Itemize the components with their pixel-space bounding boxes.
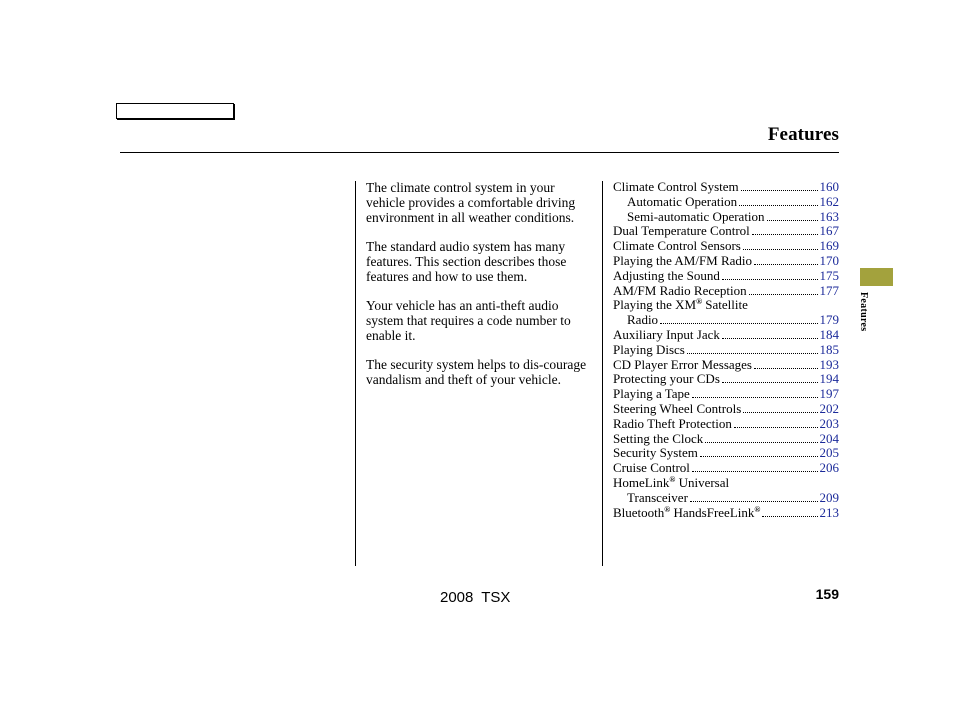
toc-label: Climate Control Sensors bbox=[613, 238, 741, 254]
toc-label: Security System bbox=[613, 445, 698, 461]
toc-label: Climate Control System bbox=[613, 179, 739, 194]
dot-leader bbox=[722, 373, 818, 383]
dot-leader bbox=[692, 388, 818, 398]
toc-page[interactable]: 209 bbox=[819, 489, 839, 505]
dot-leader bbox=[754, 359, 818, 369]
column-divider-right bbox=[602, 181, 603, 566]
toc-page[interactable]: 184 bbox=[819, 326, 839, 342]
toc-label: Radio bbox=[627, 312, 659, 328]
intro-paragraph-anti-theft: Your vehicle has an anti-theft audio system that requires a code number to enable it. bbox=[366, 298, 571, 343]
intro-text bbox=[366, 180, 591, 401]
toc-label-line2 bbox=[613, 313, 839, 328]
dot-leader bbox=[767, 211, 818, 221]
dot-leader bbox=[762, 507, 817, 517]
toc-page[interactable]: 193 bbox=[819, 356, 839, 372]
toc-page[interactable]: 179 bbox=[819, 312, 839, 328]
toc-label: Protecting your CDs bbox=[613, 371, 720, 387]
toc-label: Setting the Clock bbox=[613, 430, 704, 446]
toc-entry-radio-theft-protection[interactable] bbox=[613, 417, 839, 432]
toc-entry-security-system[interactable] bbox=[613, 446, 839, 461]
toc-label: CD Player Error Messages bbox=[613, 356, 752, 372]
dot-leader bbox=[687, 344, 818, 354]
toc-entry-homelink-universal-transceiver[interactable] bbox=[613, 476, 839, 506]
dot-leader bbox=[705, 433, 817, 443]
toc-label-rest: Universal bbox=[675, 474, 730, 490]
toc-label-part: Bluetooth bbox=[613, 504, 665, 520]
toc-label-line2 bbox=[613, 491, 839, 506]
toc-label bbox=[613, 506, 760, 521]
toc-page[interactable]: 213 bbox=[819, 504, 839, 520]
dot-leader bbox=[741, 181, 818, 191]
toc-page[interactable]: 177 bbox=[819, 282, 839, 298]
dot-leader bbox=[660, 314, 817, 324]
dot-leader bbox=[743, 240, 818, 250]
dot-leader bbox=[700, 447, 818, 457]
toc-label: HomeLink bbox=[613, 474, 670, 490]
page-number: 159 bbox=[815, 586, 839, 602]
toc-page[interactable]: 163 bbox=[819, 208, 839, 224]
toc-page[interactable]: 170 bbox=[819, 252, 839, 268]
toc-page[interactable]: 160 bbox=[819, 179, 839, 194]
registered-mark: ® bbox=[754, 504, 761, 514]
dot-leader bbox=[739, 196, 817, 206]
dot-leader bbox=[722, 270, 818, 280]
toc-page[interactable]: 197 bbox=[819, 386, 839, 402]
toc-entry-playing-am-fm-radio[interactable] bbox=[613, 254, 839, 269]
toc-label-line1 bbox=[613, 476, 839, 491]
intro-paragraph-audio: The standard audio system has many features. This section describes those features and how to use them. bbox=[366, 239, 567, 284]
toc-label: AM/FM Radio Reception bbox=[613, 282, 747, 298]
section-tab[interactable] bbox=[860, 268, 893, 286]
footer-model: 2008 TSX bbox=[440, 589, 511, 606]
toc-label: Radio Theft Protection bbox=[613, 415, 732, 431]
toc-entry-automatic-operation[interactable] bbox=[613, 195, 839, 210]
toc-label: Playing the XM bbox=[613, 297, 697, 313]
dot-leader bbox=[690, 492, 818, 502]
toc-label: Playing the AM/FM Radio bbox=[613, 252, 753, 268]
toc-entry-climate-control-sensors[interactable] bbox=[613, 239, 839, 254]
toc-entry-bluetooth-handsfreelink[interactable] bbox=[613, 506, 839, 521]
toc-entry-playing-a-tape[interactable] bbox=[613, 387, 839, 402]
toc-page[interactable]: 205 bbox=[819, 445, 839, 461]
toc-page[interactable]: 167 bbox=[819, 223, 839, 239]
toc-label: Steering Wheel Controls bbox=[613, 400, 742, 416]
dot-leader bbox=[752, 225, 818, 235]
toc-entry-semi-automatic-operation[interactable] bbox=[613, 210, 839, 225]
toc-entry-protecting-your-cds[interactable] bbox=[613, 372, 839, 387]
toc-label: Auxiliary Input Jack bbox=[613, 326, 720, 342]
registered-mark: ® bbox=[669, 474, 676, 484]
toc-label-line1 bbox=[613, 298, 839, 313]
toc-entry-playing-xm-satellite-radio[interactable] bbox=[613, 298, 839, 328]
dot-leader bbox=[754, 255, 817, 265]
toc-label-part: HandsFreeLink bbox=[670, 504, 755, 520]
title-rule bbox=[120, 152, 839, 153]
toc-label: Playing a Tape bbox=[613, 386, 690, 402]
toc-entry-adjusting-the-sound[interactable] bbox=[613, 269, 839, 284]
toc-entry-auxiliary-input-jack[interactable] bbox=[613, 328, 839, 343]
toc-page[interactable]: 175 bbox=[819, 267, 839, 283]
toc-label-rest: Satellite bbox=[702, 297, 748, 313]
toc-entry-cd-player-error-messages[interactable] bbox=[613, 358, 839, 373]
toc-label: Cruise Control bbox=[613, 460, 690, 476]
intro-paragraph-climate: The climate control system in your vehicle provides a comfortable driving environment in all weather conditions. bbox=[366, 180, 576, 225]
toc-entry-steering-wheel-controls[interactable] bbox=[613, 402, 839, 417]
registered-mark: ® bbox=[696, 297, 703, 307]
toc-entry-am-fm-radio-reception[interactable] bbox=[613, 284, 839, 299]
section-tab-label-wrap bbox=[855, 292, 869, 342]
toc-label: Adjusting the Sound bbox=[613, 267, 720, 283]
toc-entry-cruise-control[interactable] bbox=[613, 461, 839, 476]
toc-label: Semi-automatic Operation bbox=[627, 208, 765, 224]
toc-label: Automatic Operation bbox=[627, 193, 738, 209]
column-divider-left bbox=[355, 181, 356, 566]
toc-label: Dual Temperature Control bbox=[613, 223, 750, 239]
toc-entry-setting-the-clock[interactable] bbox=[613, 432, 839, 447]
dot-leader bbox=[734, 418, 818, 428]
toc-label: Transceiver bbox=[627, 489, 688, 505]
table-of-contents bbox=[613, 180, 839, 520]
intro-paragraph-security: The security system helps to dis-courage vandalism and theft of your vehicle. bbox=[366, 357, 587, 387]
nav-box bbox=[116, 103, 234, 119]
toc-page[interactable]: 203 bbox=[819, 415, 839, 431]
toc-page[interactable]: 162 bbox=[819, 193, 839, 209]
toc-entry-climate-control-system[interactable] bbox=[613, 180, 839, 195]
toc-page[interactable]: 185 bbox=[819, 341, 839, 357]
toc-entry-dual-temperature-control[interactable] bbox=[613, 224, 839, 239]
toc-page[interactable]: 169 bbox=[819, 238, 839, 254]
registered-mark: ® bbox=[664, 504, 671, 514]
toc-page[interactable]: 202 bbox=[819, 400, 839, 416]
dot-leader bbox=[692, 462, 818, 472]
dot-leader bbox=[722, 329, 818, 339]
section-tab-label: Features bbox=[858, 292, 869, 332]
toc-label: Playing Discs bbox=[613, 341, 685, 357]
dot-leader bbox=[743, 403, 817, 413]
toc-page[interactable]: 204 bbox=[819, 430, 839, 446]
page-title: Features bbox=[767, 124, 839, 145]
toc-page[interactable]: 206 bbox=[819, 460, 839, 476]
toc-page[interactable]: 194 bbox=[819, 371, 839, 387]
toc-entry-playing-discs[interactable] bbox=[613, 343, 839, 358]
dot-leader bbox=[749, 285, 818, 295]
